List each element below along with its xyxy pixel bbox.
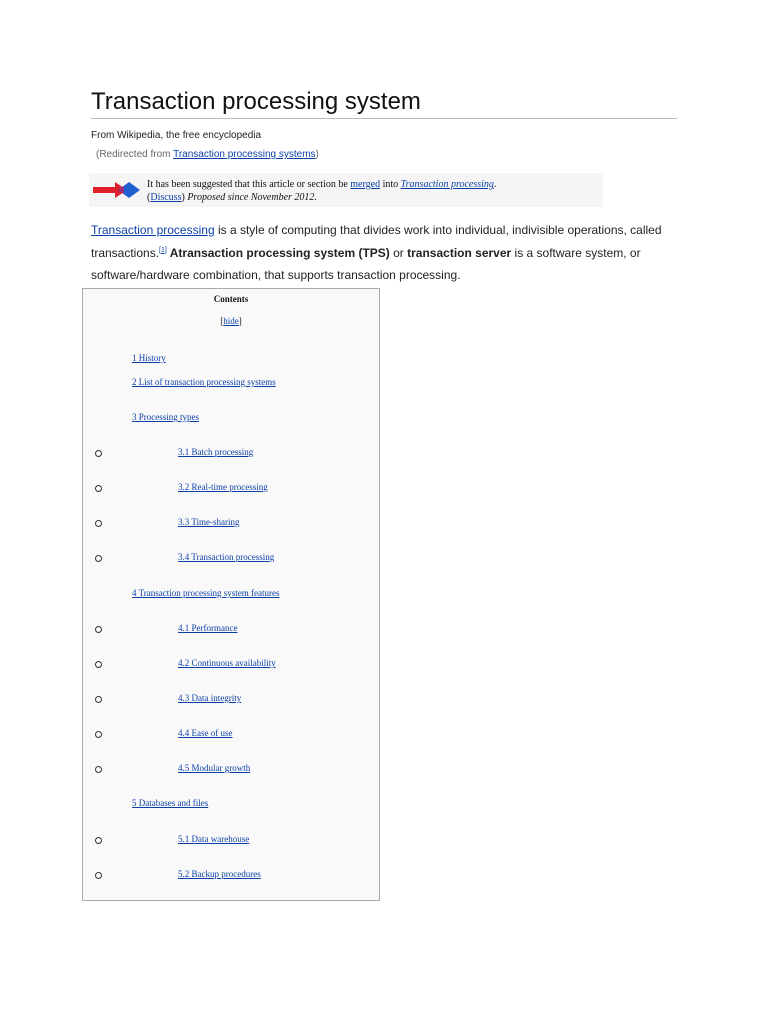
intro-bold-server: transaction server [407,245,512,260]
intro-paragraph [91,219,681,287]
toc-item[interactable]: 2 List of transaction processing systems [132,377,276,387]
toc-hide-link[interactable]: hide [223,316,239,326]
toc-item[interactable]: 5 Databases and files [132,798,209,808]
intro-text-2: or [389,245,408,260]
table-of-contents [82,288,380,901]
toc-title: Contents [213,294,249,304]
toc-item[interactable]: 1 History [132,353,166,363]
intro-text-3: is a software system, or software/hardware combination, that supports transaction processing. [91,245,641,282]
toc-item[interactable]: 3 Processing types [132,412,199,422]
toc-bullet-icon [95,696,102,703]
redirect-note [96,149,319,160]
toc-bullet-icon [95,520,102,527]
toc-bullet-icon [95,766,102,773]
transaction-processing-link[interactable]: Transaction processing [91,223,215,237]
intro-text-1: is a style of computing that divides work into individual, indivisible operations, called transactions. [91,223,662,260]
proposed-date: Proposed since November 2012. [187,192,317,203]
intro-bold-tps: Atransaction processing system (TPS) [166,245,390,260]
reference-link[interactable]: [1] [159,246,167,254]
toc-item[interactable]: 4.4 Ease of use [178,728,233,738]
toc-bullet-icon [95,626,102,633]
redirect-suffix: ) [315,149,319,160]
toc-bullet-icon [95,555,102,562]
toc-bullet-icon [95,872,102,879]
notice-close-paren: ) [181,192,185,203]
toc-bullet-icon [95,450,102,457]
notice-text-3: . [493,179,497,190]
toc-item[interactable]: 4.3 Data integrity [178,693,242,703]
toc-item[interactable]: 3.2 Real-time processing [178,482,268,492]
toc-item[interactable]: 4 Transaction processing system features [132,588,280,598]
toc-item[interactable]: 3.4 Transaction processing [178,552,275,562]
redirect-prefix: (Redirected from [96,149,174,160]
merged-link[interactable]: merged [350,179,381,190]
toc-hide-close: ] [238,316,242,326]
toc-item[interactable]: 4.5 Modular growth [178,763,251,773]
page-title: Transaction processing system [91,88,421,115]
toc-item[interactable]: 5.2 Backup procedures [178,869,261,879]
merge-target-link[interactable] [401,179,494,190]
toc-hide-control [83,316,379,326]
merge-target-label: Transaction processing [400,179,494,190]
redirect-link[interactable]: Transaction processing systems [173,149,316,160]
notice-text-2: into [380,179,401,190]
toc-item[interactable]: 3.1 Batch processing [178,447,254,457]
notice-open-paren: ( [147,192,151,203]
toc-bullet-icon [95,731,102,738]
merge-arrow-icon [93,181,141,199]
toc-hide-open: [ [220,316,224,326]
toc-bullet-icon [95,661,102,668]
merge-notice [89,173,603,207]
tagline: From Wikipedia, the free encyclopedia [91,130,262,141]
toc-bullet-icon [95,837,102,844]
discuss-link[interactable]: Discuss [150,192,182,203]
toc-item[interactable]: 3.3 Time-sharing [178,517,240,527]
toc-item[interactable]: 4.2 Continuous availability [178,658,276,668]
toc-item[interactable]: 4.1 Performance [178,623,238,633]
toc-item[interactable]: 5.1 Data warehouse [178,834,250,844]
notice-text-1: It has been suggested that this article or section be [147,179,351,190]
title-divider [91,118,677,119]
toc-bullet-icon [95,485,102,492]
merge-notice-text [147,178,496,204]
